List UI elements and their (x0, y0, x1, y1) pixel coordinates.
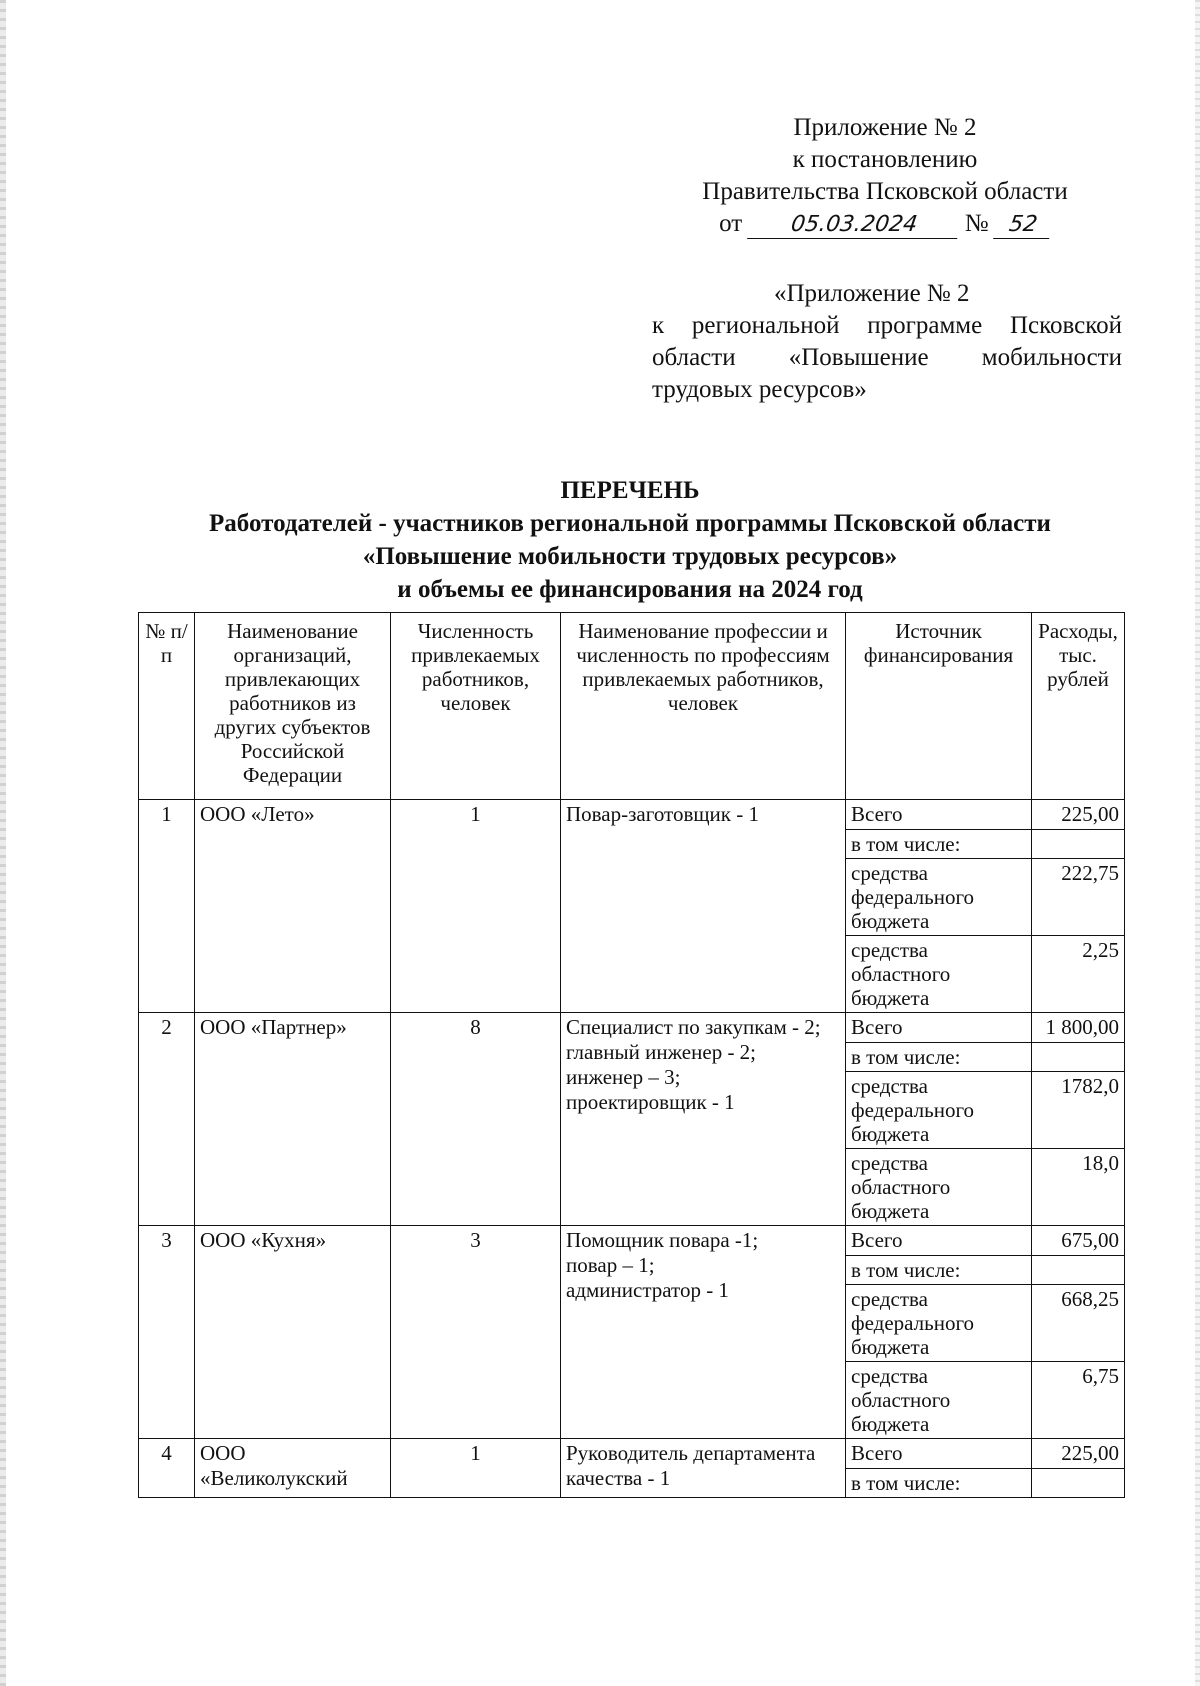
profession-item: повар – 1; (566, 1253, 655, 1277)
profession-item: Помощник повара -1; (566, 1228, 759, 1252)
amount-value: 675,00 (1032, 1226, 1125, 1256)
col-header-professions: Наименование профессии и численность по профессиям привлекаемых работников, человек (561, 613, 846, 800)
amount-value (1032, 1043, 1125, 1072)
worker-count: 1 (391, 800, 561, 1013)
source-label: средства федерального бюджета (846, 1285, 1032, 1362)
organization-name: ООО «Лето» (195, 800, 391, 1013)
document-title (130, 474, 1130, 606)
row-number: 2 (139, 1013, 195, 1226)
amount-value (1032, 830, 1125, 859)
source-label: Всего (846, 1013, 1032, 1043)
row-number: 1 (139, 800, 195, 1013)
col-header-expenses: Расходы, тыс. рублей (1032, 613, 1125, 800)
source-label: средства федерального бюджета (846, 859, 1032, 936)
profession-item: Руководитель департамента качества - 1 (566, 1441, 816, 1490)
col-header-funding-source: Источник финансирования (846, 613, 1032, 800)
profession-item: Повар-заготовщик - 1 (566, 802, 759, 826)
amount-value: 6,75 (1032, 1362, 1125, 1439)
scan-edge-right (1195, 0, 1200, 1686)
amount-value: 225,00 (1032, 800, 1125, 830)
amount-value: 18,0 (1032, 1149, 1125, 1226)
table-row (139, 1013, 1125, 1043)
program-ref-line2 (652, 310, 1122, 342)
ref-word: области (652, 344, 736, 371)
profession-item: администратор - 1 (566, 1278, 729, 1302)
table-row (139, 1226, 1125, 1256)
table-row (139, 1439, 1125, 1469)
table-header-row (139, 613, 1125, 800)
amount-value: 225,00 (1032, 1439, 1125, 1469)
worker-count: 3 (391, 1226, 561, 1439)
appendix-label: Приложение № 2 (793, 114, 977, 141)
ref-word: мобильности (981, 344, 1122, 371)
program-ref-line4: трудовых ресурсов» (652, 376, 867, 403)
amount-value: 222,75 (1032, 859, 1125, 936)
source-label: средства областного бюджета (846, 1362, 1032, 1439)
ref-word: Псковской (1009, 312, 1122, 339)
number-sign: № (964, 210, 989, 237)
organization-name: ООО «Великолукский (195, 1439, 391, 1498)
ref-word: программе (867, 312, 983, 339)
amount-value (1032, 1469, 1125, 1498)
profession-item: Специалист по закупкам - 2; (566, 1015, 821, 1039)
worker-count: 8 (391, 1013, 561, 1226)
source-label: в том числе: (846, 1469, 1032, 1498)
amount-value: 1782,0 (1032, 1072, 1125, 1149)
source-label: Всего (846, 1439, 1032, 1469)
profession-item: инженер – 3; (566, 1065, 681, 1089)
source-label: средства областного бюджета (846, 936, 1032, 1013)
amount-value: 1 800,00 (1032, 1013, 1125, 1043)
source-label: Всего (846, 800, 1032, 830)
professions-cell (561, 1013, 846, 1226)
financing-table (138, 612, 1125, 1498)
amount-value (1032, 1256, 1125, 1285)
professions-cell (561, 800, 846, 1013)
professions-cell (561, 1226, 846, 1439)
handwritten-date: 05.03.2024 (747, 212, 961, 239)
source-label: в том числе: (846, 830, 1032, 859)
organization-name: ООО «Кухня» (195, 1226, 391, 1439)
title-line2: Работодателей - участников региональной программы Псковской области (209, 510, 1051, 537)
source-label: Всего (846, 1226, 1032, 1256)
amount-value: 2,25 (1032, 936, 1125, 1013)
program-reference (652, 278, 1122, 406)
ref-word: к (652, 312, 665, 339)
source-label: в том числе: (846, 1043, 1032, 1072)
source-label: средства областного бюджета (846, 1149, 1032, 1226)
government-label: Правительства Псковской области (702, 178, 1068, 205)
title-line4: и объемы ее финансирования на 2024 год (397, 576, 863, 603)
profession-item: главный инженер - 2; (566, 1040, 757, 1064)
professions-cell (561, 1439, 846, 1498)
source-label: средства федерального бюджета (846, 1072, 1032, 1149)
scan-edge-left (0, 0, 6, 1686)
ref-word: региональной (691, 312, 840, 339)
program-ref-line1: «Приложение № 2 (774, 280, 970, 307)
row-number: 3 (139, 1226, 195, 1439)
col-header-number: № п/п (139, 613, 195, 800)
title-line1: ПЕРЕЧЕНЬ (560, 477, 700, 504)
profession-item: проектировщик - 1 (566, 1090, 735, 1114)
worker-count: 1 (391, 1439, 561, 1498)
col-header-organization: Наименование организаций, привлекающих работников из других субъектов Российской Федерации (195, 613, 391, 800)
handwritten-number: 52 (993, 212, 1053, 239)
table-row (139, 800, 1125, 830)
col-header-worker-count: Численность привлекаемых работников, человек (391, 613, 561, 800)
resolution-label: к постановлению (792, 146, 978, 173)
amount-value: 668,25 (1032, 1285, 1125, 1362)
program-ref-line3 (652, 342, 1122, 374)
title-line3: «Повышение мобильности трудовых ресурсов» (362, 543, 898, 570)
date-number-line (660, 208, 1110, 240)
date-prefix: от (719, 210, 743, 237)
ref-word: «Повышение (788, 344, 929, 371)
row-number: 4 (139, 1439, 195, 1498)
organization-name: ООО «Партнер» (195, 1013, 391, 1226)
appendix-header (660, 112, 1110, 240)
source-label: в том числе: (846, 1256, 1032, 1285)
